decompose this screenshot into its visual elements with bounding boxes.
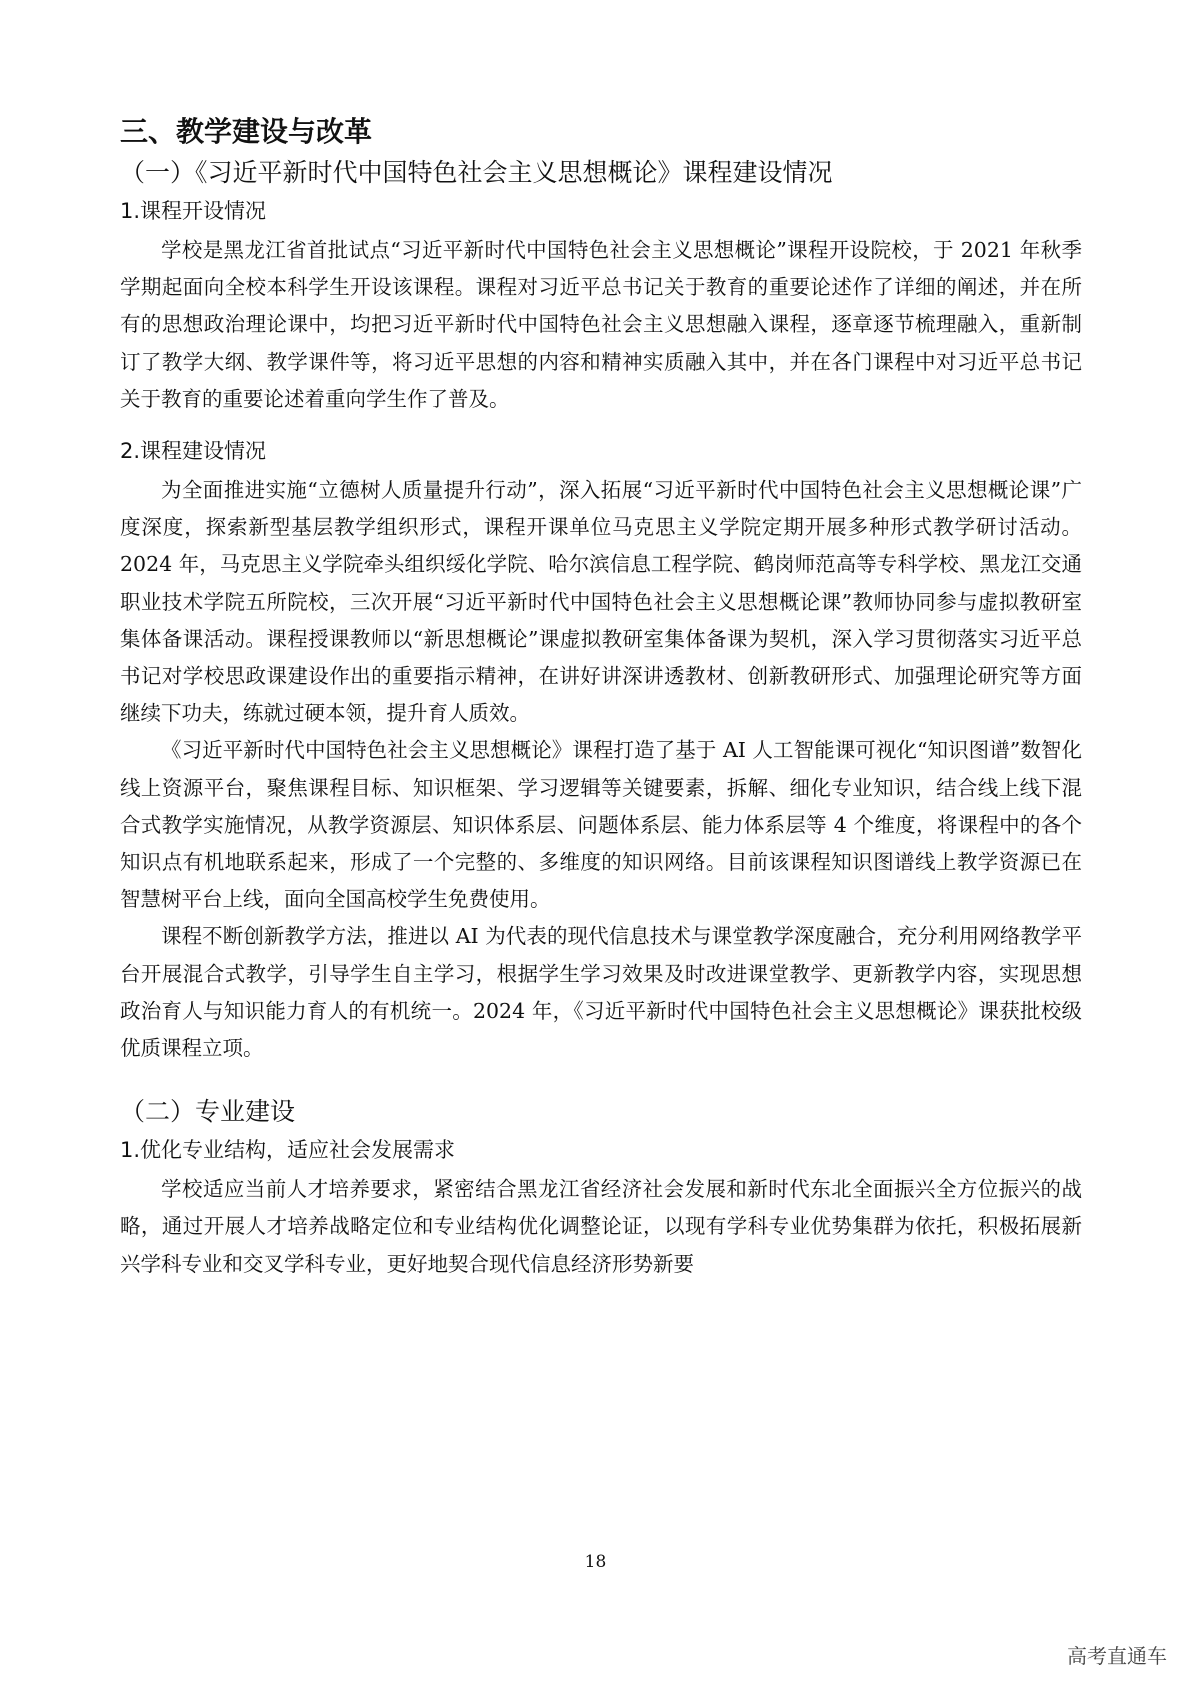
paragraph: 课程不断创新教学方法，推进以 AI 为代表的现代信息技术与课堂教学深度融合，充分利用网络教学平台开展混合式教学，引导学生自主学习，根据学生学习效果及时改进课堂教学、更新教学内容，实现思想政治育人与知识能力育人的有机统一。2024 年，《习近平新时代中国特色社会主义思想概论》课获批校级优质课程立项。 <box>120 924 1082 1061</box>
paragraph: 学校适应当前人才培养要求，紧密结合黑龙江省经济社会发展和新时代东北全面振兴全方位振兴的战略，通过开展人才培养战略定位和专业结构优化调整论证，以现有学科专业优势集群为依托，积极拓展新兴学科专业和交叉学科专业，更好地契合现代信息经济形势新要 <box>120 1177 1082 1276</box>
subsection-1-part-1-title: 1.课程开设情况 <box>120 199 267 223</box>
subsection-2-part-1-title: 1.优化专业结构，适应社会发展需求 <box>120 1138 456 1163</box>
paragraph: 为全面推进实施“立德树人质量提升行动”，深入拓展“习近平新时代中国特色社会主义思想概论课”广度深度，探索新型基层教学组织形式，课程开课单位马克思主义学院定期开展多种形式教学研讨活动。2024 年，马克思主义学院牵头组织绥化学院、哈尔滨信息工程学院、鹤岗师范高等专科学校、黑龙江交通职业技术学院五所院校，三次开展“习近平新时代中国特色社会主义思想概论课”教师协同参与虚拟教研室集体备课活动。课程授课教师以“新思想概论”课虚拟教研室集体备课为契机，深入学习贯彻落实习近平总书记对学校思政课建设作出的重要指示精神，在讲好讲深讲透教材、创新教研形式、加强理论研究等方面继续下功夫，练就过硬本领，提升育人质效。 <box>120 478 1082 726</box>
paragraph: 学校是黑龙江省首批试点“习近平新时代中国特色社会主义思想概论”课程开设院校，于 2021 年秋季学期起面向全校本科学生开设该课程。课程对习近平总书记关于教育的重要论述作了详细的阐述，并在所有的思想政治理论课中，均把习近平新时代中国特色社会主义思想融入课程，逐章逐节梳理融入，重新制订了教学大纲、教学课件等，将习近平思想的内容和精神实质融入其中，并在各门课程中对习近平总书记关于教育的重要论述着重向学生作了普及。 <box>120 238 1082 411</box>
document-page <box>120 112 1082 1283</box>
subsection-2-title: （二）专业建设 <box>120 1097 296 1127</box>
section-title: 三、教学建设与改革 <box>120 115 373 148</box>
paragraph: 《习近平新时代中国特色社会主义思想概论》课程打造了基于 AI 人工智能课可视化“知识图谱”数智化线上资源平台，聚焦课程目标、知识框架、学习逻辑等关键要素，拆解、细化专业知识，结合线上线下混合式教学实施情况，从教学资源层、知识体系层、问题体系层、能力体系层等 4 个维度，将课程中的各个知识点有机地联系起来，形成了一个完整的、多维度的知识网络。目前该课程知识图谱线上教学资源已在智慧树平台上线，面向全国高校学生免费使用。 <box>120 738 1082 912</box>
subsection-1-part-2-title: 2.课程建设情况 <box>120 439 267 464</box>
page-number: 18 <box>584 1552 607 1572</box>
subsection-1-title: （一）《习近平新时代中国特色社会主义思想概论》课程建设情况 <box>120 158 833 187</box>
watermark: 高考直通车 <box>1067 1644 1167 1668</box>
